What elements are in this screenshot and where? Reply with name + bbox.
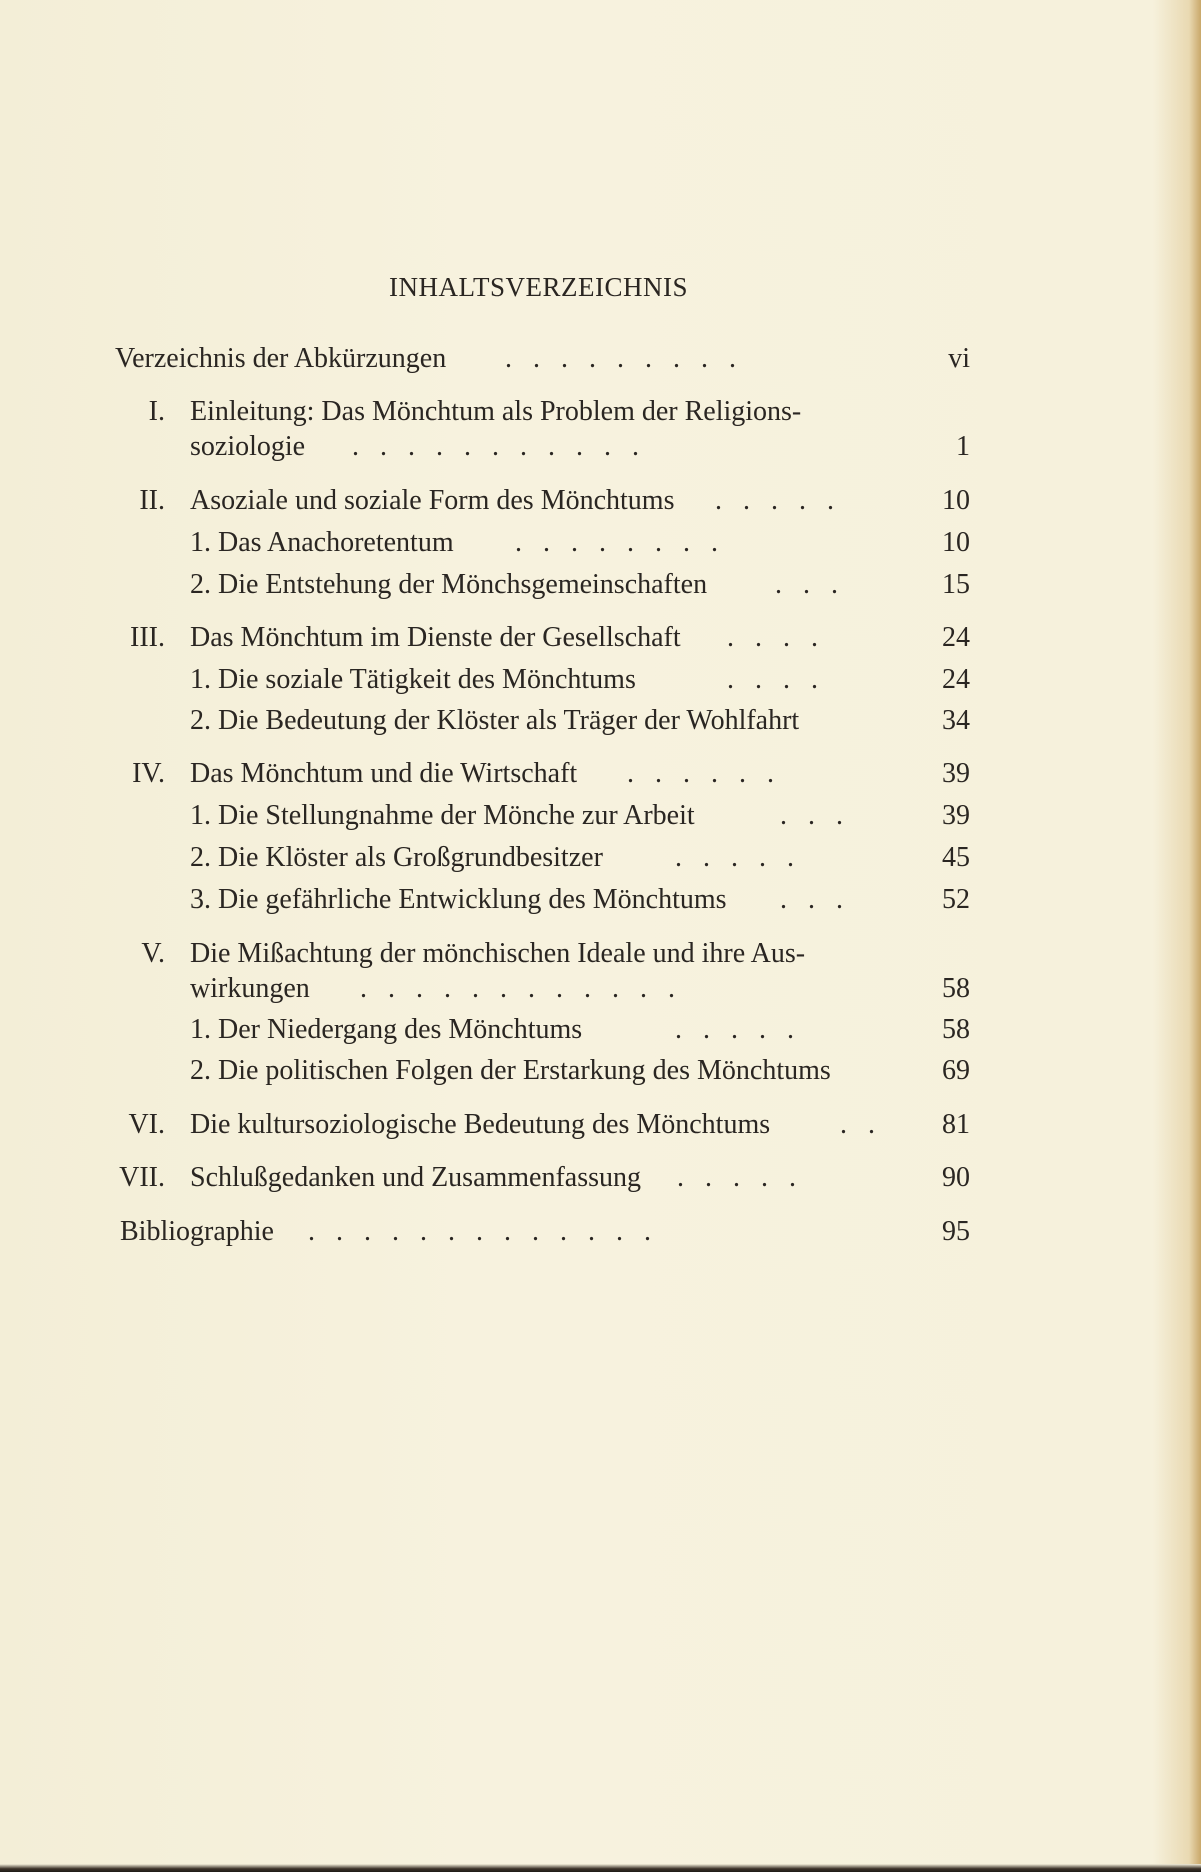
toc-page-number: 95 [942, 1216, 970, 1247]
toc-leader-dots: . . . . [727, 622, 818, 653]
toc-leader-dots: . . . . . [675, 842, 794, 873]
toc-leader-dots: . . . . . . . . . . . . . [308, 1216, 651, 1247]
toc-page-number: 10 [942, 527, 970, 558]
toc-entry-text: 1. Die soziale Tätigkeit des Mönchtums [190, 664, 636, 695]
toc-leader-dots: . . . . . [675, 1014, 794, 1045]
toc-page-number: 90 [942, 1162, 970, 1193]
toc-page-number: 15 [942, 569, 970, 600]
toc-entry-text: wirkungen [190, 973, 310, 1004]
toc-entry-text: Die kultursoziologische Bedeutung des Mönchtums [190, 1109, 771, 1140]
toc-entry-text: Asoziale und soziale Form des Mönchtums [190, 485, 675, 516]
toc-page-number: 58 [942, 1014, 970, 1045]
toc-chapter-number: IV. [132, 758, 165, 789]
toc-leader-dots: . . . [780, 800, 843, 831]
toc-leader-dots: . . . . . . . . . [505, 343, 736, 374]
toc-page-number: 1 [956, 431, 970, 462]
toc-chapter-number: VII. [119, 1162, 165, 1193]
toc-entry-text: 2. Die Bedeutung der Klöster als Träger der Wohlfahrt [190, 705, 800, 736]
toc-leader-dots: . . . . . [677, 1162, 796, 1193]
toc-page-number: 39 [942, 800, 970, 831]
toc-entry-text: 1. Die Stellungnahme der Mönche zur Arbeit [190, 800, 695, 831]
toc-page-number: 24 [942, 664, 970, 695]
toc-entry-text: 3. Die gefährliche Entwicklung des Mönchtums [190, 884, 727, 915]
toc-page-number: 39 [942, 758, 970, 789]
toc-entry-text: soziologie [190, 431, 306, 462]
page-bottom-edge [0, 1864, 1201, 1872]
toc-leader-dots: . . . . . . [627, 758, 774, 789]
toc-leader-dots: . . . [775, 569, 838, 600]
toc-entry-text: Bibliographie [120, 1216, 274, 1247]
toc-leader-dots: . . . . . [715, 485, 834, 516]
toc-chapter-number: III. [130, 622, 165, 653]
toc-page-number: 69 [942, 1055, 970, 1086]
toc-entry-text: Schlußgedanken und Zusammenfassung [190, 1162, 642, 1193]
toc-entry-text: Das Mönchtum und die Wirtschaft [190, 758, 578, 789]
toc-leader-dots: . . . . [727, 664, 818, 695]
toc-chapter-number: V. [141, 938, 165, 969]
toc-page-number: 52 [942, 884, 970, 915]
toc-leader-dots: . . . . . . . . . . . [352, 431, 639, 462]
toc-entry-text: Die Mißachtung der mönchischen Ideale und ihre Aus- [190, 938, 806, 969]
toc-page-number: 45 [942, 842, 970, 873]
toc-entry-text: 2. Die politischen Folgen der Erstarkung des Mönchtums [190, 1055, 831, 1086]
toc-entry-text: 2. Die Entstehung der Mönchsgemeinschaften [190, 569, 708, 600]
toc-page-number: 24 [942, 622, 970, 653]
toc-page-number: 81 [942, 1109, 970, 1140]
toc-page-number: vi [948, 343, 970, 374]
toc-page-number: 10 [942, 485, 970, 516]
toc-entry-text: 1. Das Anachoretentum [190, 527, 454, 558]
toc-leader-dots: . . . . . . . . . . . . [360, 973, 675, 1004]
toc-entry-text: Einleitung: Das Mönchtum als Problem der Religions- [190, 396, 802, 427]
toc-chapter-number: VI. [128, 1109, 165, 1140]
toc-leader-dots: . . [840, 1109, 875, 1140]
toc-page-number: 58 [942, 973, 970, 1004]
toc-entry-text: 1. Der Niedergang des Mönchtums [190, 1014, 583, 1045]
toc-chapter-number: II. [139, 485, 165, 516]
toc-entry-text: Verzeichnis der Abkürzungen [115, 343, 447, 374]
toc-page-number: 34 [942, 705, 970, 736]
toc-chapter-number: I. [148, 396, 165, 427]
toc-entry-text: Das Mönchtum im Dienste der Gesellschaft [190, 622, 681, 653]
toc-leader-dots: . . . . . . . . [515, 527, 718, 558]
toc-leader-dots: . . . [780, 884, 843, 915]
toc-entry-text: 2. Die Klöster als Großgrundbesitzer [190, 842, 603, 873]
page-title: INHALTSVERZEICHNIS [389, 272, 688, 302]
